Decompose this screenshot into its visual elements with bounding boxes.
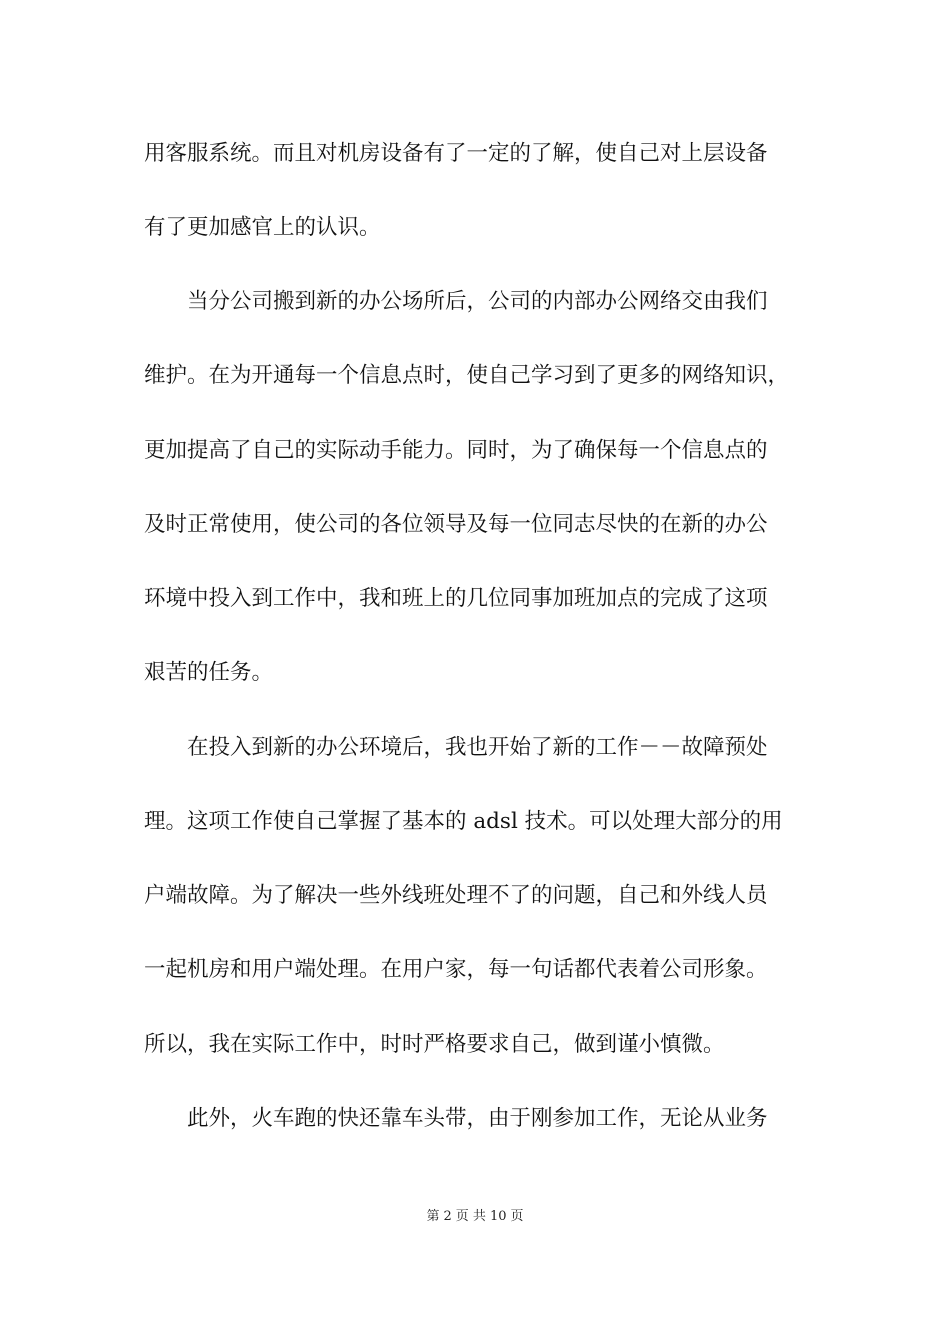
text-line: 维护。在为开通每一个信息点时，使自己学习到了更多的网络知识， [144, 363, 790, 388]
text-line: 理。这项工作使自己掌握了基本的 adsl 技术。可以处理大部分的用 [144, 809, 783, 834]
text-line: 所以，我在实际工作中，时时严格要求自己，做到谨小慎微。 [144, 1032, 725, 1057]
text-line: 艰苦的任务。 [144, 660, 274, 685]
text-line: 环境中投入到工作中，我和班上的几位同事加班加点的完成了这项 [144, 586, 768, 611]
text-line: 一起机房和用户端处理。在用户家，每一句话都代表着公司形象。 [144, 957, 768, 982]
footer-middle: 页 共 [455, 1209, 486, 1224]
footer-page-number: 2 [443, 1209, 452, 1224]
text-line: 及时正常使用，使公司的各位领导及每一位同志尽快的在新的办公 [144, 512, 768, 537]
text-line: 用客服系统。而且对机房设备有了一定的了解，使自己对上层设备 [144, 141, 768, 166]
text-line: 此外，火车跑的快还靠车头带，由于刚参加工作，无论从业务 [144, 1106, 768, 1131]
page-footer [0, 1208, 950, 1226]
footer-prefix: 第 [426, 1209, 440, 1224]
footer-total-pages: 10 [489, 1209, 507, 1224]
text-line: 当分公司搬到新的办公场所后，公司的内部办公网络交由我们 [144, 289, 768, 314]
text-line: 有了更加感官上的认识。 [144, 215, 381, 240]
text-line: 户端故障。为了解决一些外线班处理不了的问题，自己和外线人员 [144, 883, 768, 908]
text-line: 在投入到新的办公环境后，我也开始了新的工作－－故障预处 [144, 735, 768, 760]
footer-suffix: 页 [510, 1209, 524, 1224]
text-line: 更加提高了自己的实际动手能力。同时，为了确保每一个信息点的 [144, 438, 768, 463]
